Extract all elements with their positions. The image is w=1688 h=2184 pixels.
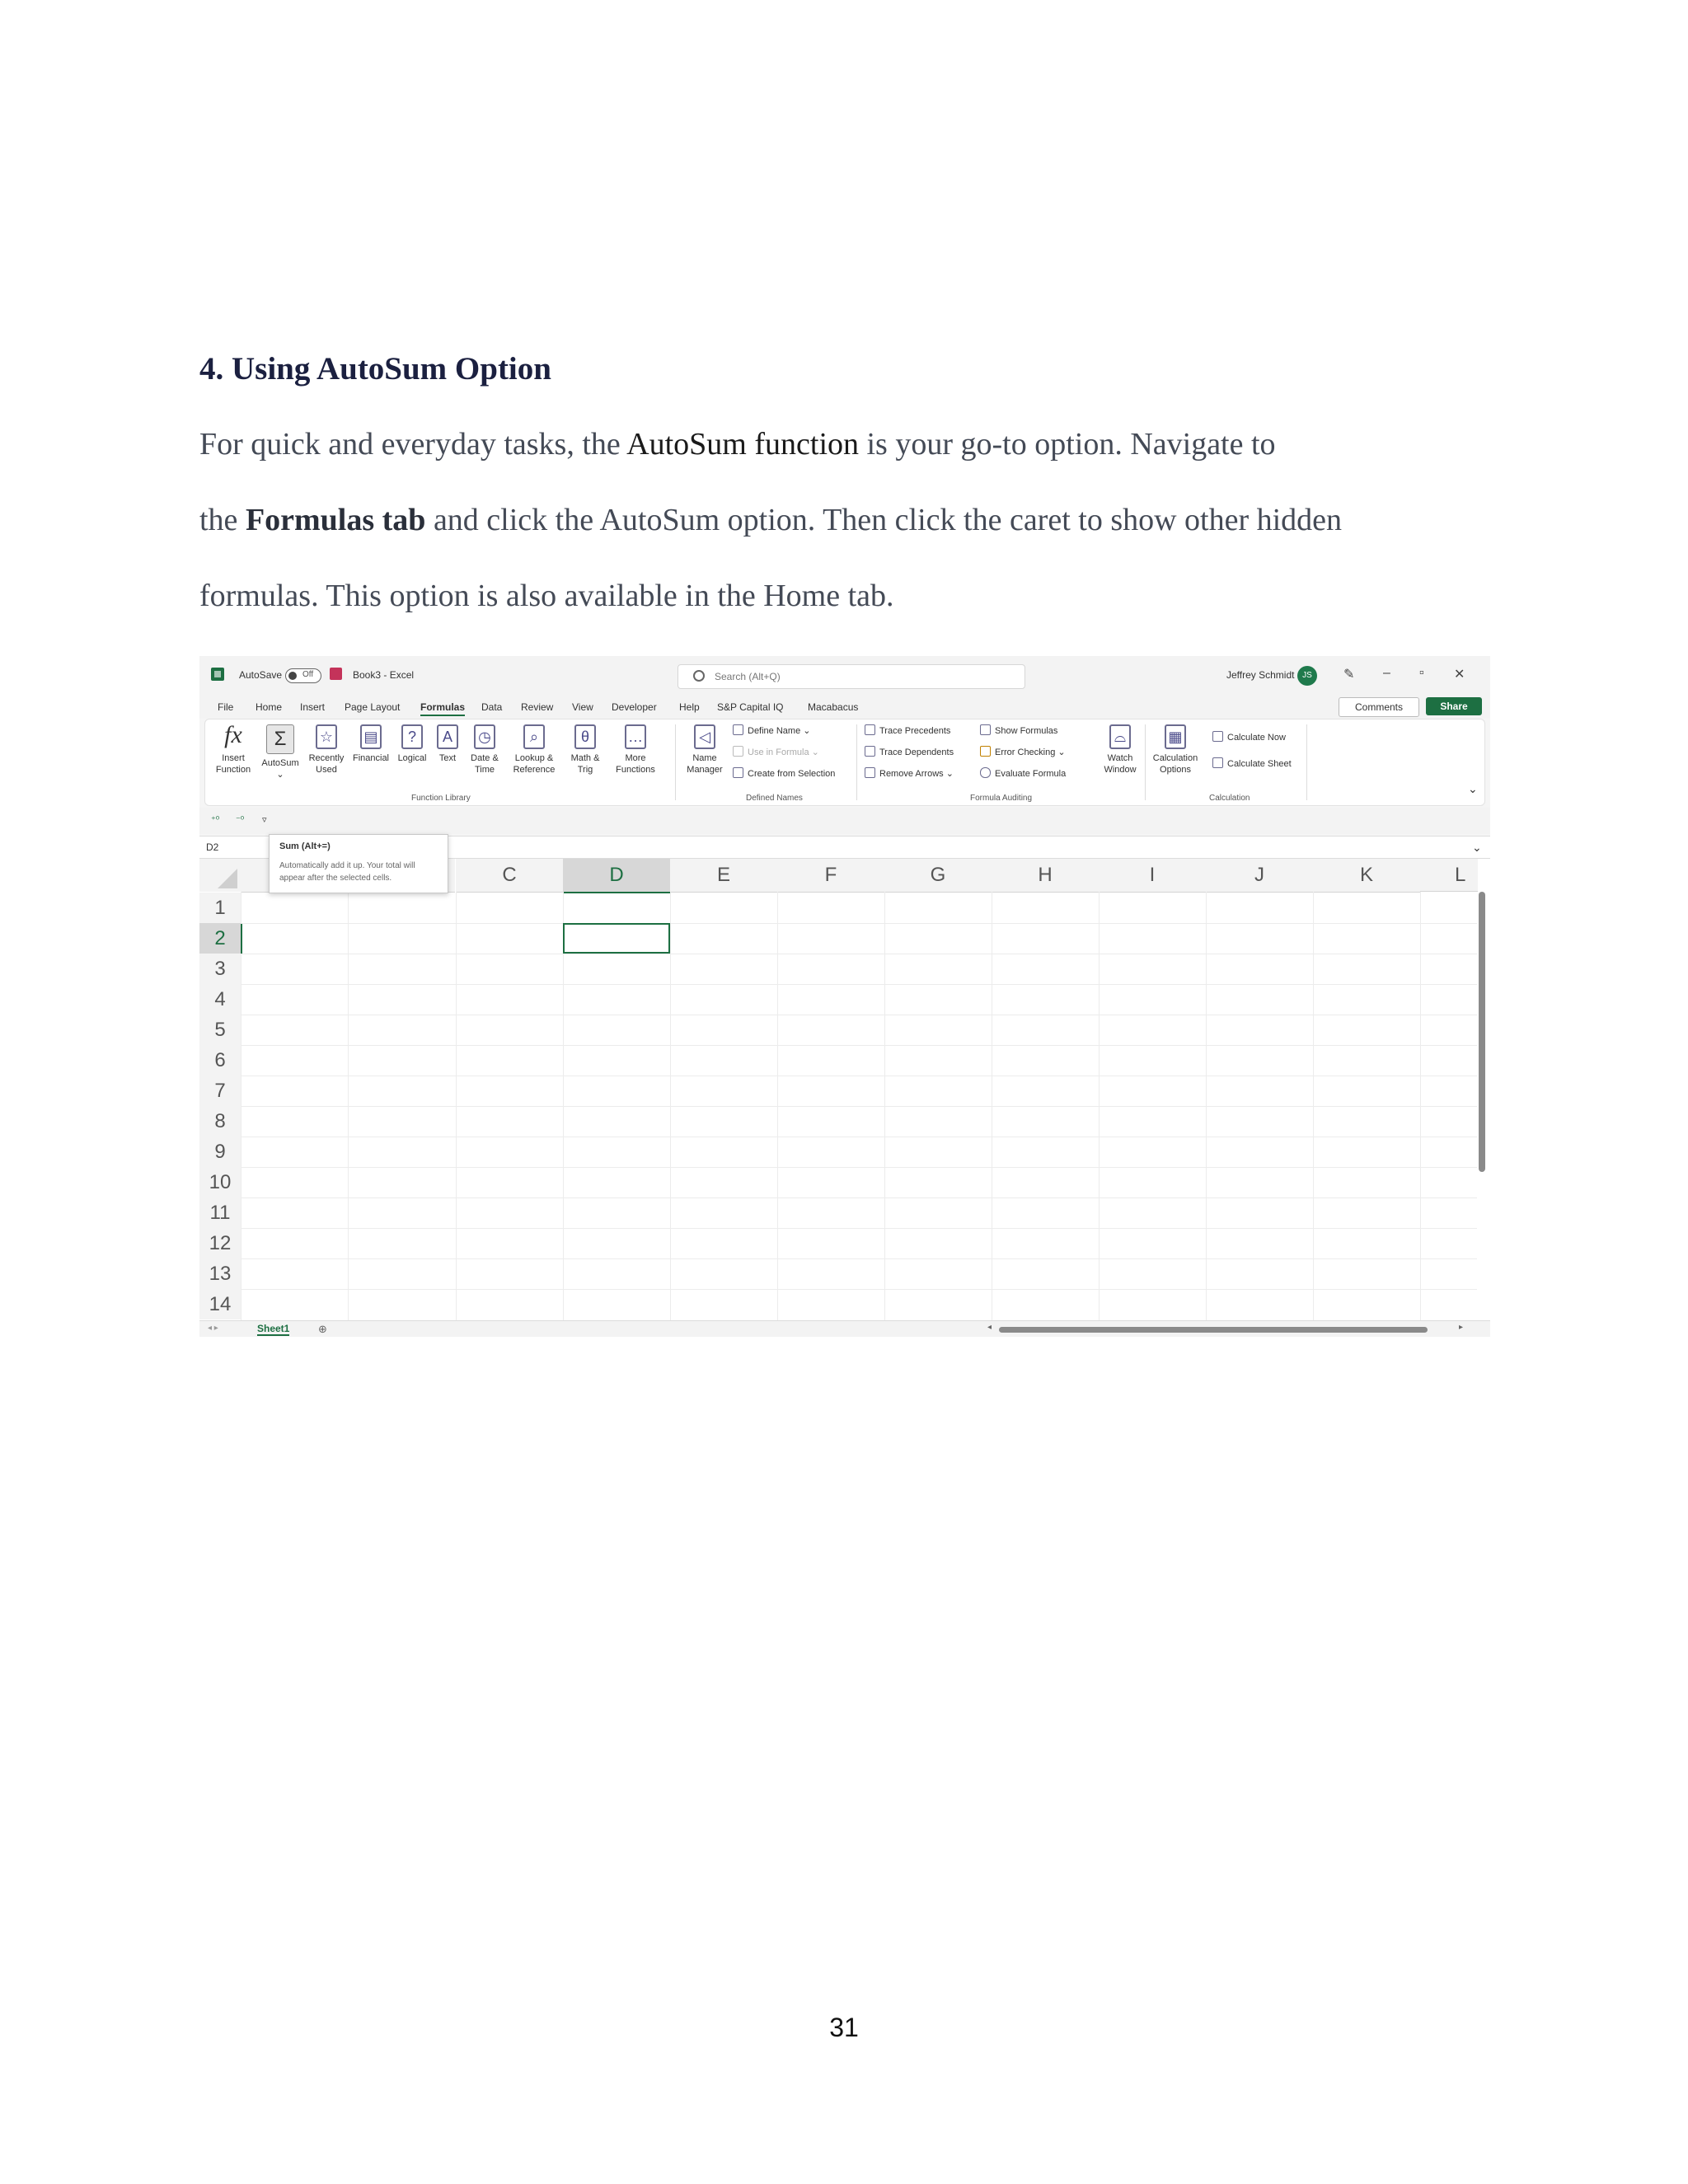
remove-arrows-icon: [865, 767, 875, 778]
search-icon: [693, 670, 705, 682]
avatar[interactable]: JS: [1297, 666, 1317, 686]
calculate-sheet-icon: [1212, 757, 1223, 768]
column-header[interactable]: J: [1206, 859, 1313, 893]
row-header[interactable]: 7: [199, 1076, 241, 1106]
recently-used-button[interactable]: [304, 724, 349, 776]
ribbon-tabs: [199, 694, 1490, 719]
date-time-label-1: Date &: [471, 753, 499, 763]
decrease-decimal-icon[interactable]: ⁻⁰: [236, 815, 245, 825]
financial-button[interactable]: [349, 724, 393, 764]
search-placeholder: Search (Alt+Q): [715, 671, 781, 682]
row-header[interactable]: 1: [199, 893, 241, 923]
math-label-2: Trig: [577, 765, 593, 775]
remove-arrows-button[interactable]: Remove Arrows ⌄: [865, 767, 954, 779]
watch-window-label-1: Watch: [1107, 753, 1133, 763]
autosum-caret-icon[interactable]: ⌄: [276, 770, 284, 780]
sheet-nav-arrows-icon[interactable]: ◂ ▸: [208, 1324, 218, 1333]
gridline: [241, 1228, 1477, 1229]
tab-help[interactable]: Help: [679, 701, 700, 713]
row-header[interactable]: 4: [199, 984, 241, 1015]
define-name-button[interactable]: Define Name ⌄: [733, 724, 810, 736]
insert-function-button[interactable]: [210, 721, 256, 776]
evaluate-formula-button[interactable]: [980, 767, 1066, 779]
tab-insert[interactable]: Insert: [300, 701, 326, 713]
gridline: [241, 1289, 1477, 1290]
search-box[interactable]: [678, 664, 1025, 689]
paragraph-line-2: [199, 504, 1518, 536]
formulas-tab-bold: Formulas tab: [245, 503, 426, 537]
expand-formula-bar-icon[interactable]: ⌄: [1472, 841, 1482, 854]
vertical-scrollbar[interactable]: [1479, 892, 1485, 1172]
tab-data[interactable]: Data: [481, 701, 503, 713]
autosave-toggle[interactable]: [285, 668, 321, 683]
trace-precedents-icon: [865, 724, 875, 735]
more-label-1: More: [625, 753, 646, 763]
text-label: Text: [438, 753, 457, 763]
defined-names-label: Defined Names: [746, 794, 803, 803]
text-button[interactable]: [431, 724, 464, 764]
row-header[interactable]: 11: [199, 1197, 241, 1228]
lookup-label-2: Reference: [513, 765, 556, 775]
lookup-icon: ⌕: [523, 724, 545, 749]
section-heading: 4. Using AutoSum Option: [199, 351, 551, 387]
minimize-icon[interactable]: –: [1383, 666, 1390, 680]
trace-dependents-button[interactable]: [865, 746, 954, 757]
tab-view[interactable]: View: [572, 701, 593, 713]
autosave-state: Off: [302, 670, 314, 679]
horizontal-scrollbar[interactable]: [999, 1327, 1428, 1333]
gridline: [241, 1167, 1477, 1168]
document-title: Book3 - Excel: [353, 669, 415, 681]
warning-icon: [980, 746, 991, 757]
column-header[interactable]: K: [1313, 859, 1420, 893]
recently-used-label-1: Recently: [308, 753, 345, 763]
trace-precedents-label: Trace Precedents: [879, 726, 951, 736]
tab-home[interactable]: Home: [256, 701, 283, 713]
row-header-selected[interactable]: 2: [199, 923, 242, 954]
share-button[interactable]: Share: [1426, 697, 1482, 715]
logical-button[interactable]: [392, 724, 433, 764]
row-header[interactable]: 8: [199, 1106, 241, 1137]
separator: [1306, 724, 1307, 800]
tab-formulas[interactable]: Formulas: [420, 701, 465, 716]
select-all-corner[interactable]: [199, 859, 241, 892]
customize-toolbar-icon[interactable]: ▿: [262, 815, 267, 825]
insert-function-label-1: Insert: [222, 753, 245, 763]
save-icon[interactable]: [330, 668, 342, 680]
tooltip-title: Sum (Alt+=): [279, 841, 331, 851]
use-in-formula-label: Use in Formula: [748, 748, 809, 757]
ribbon-collapse-icon[interactable]: ⌄: [1468, 782, 1478, 795]
autosum-button[interactable]: [258, 724, 302, 780]
close-icon[interactable]: ✕: [1454, 668, 1465, 682]
sheet-tab-sheet1[interactable]: Sheet1: [257, 1323, 290, 1334]
evaluate-formula-label: Evaluate Formula: [995, 769, 1067, 779]
column-header[interactable]: F: [777, 859, 884, 893]
name-box[interactable]: D2: [206, 841, 219, 853]
date-time-button[interactable]: [464, 724, 505, 776]
tab-sp-capital-iq[interactable]: S&P Capital IQ: [717, 701, 784, 713]
tab-developer[interactable]: Developer: [612, 701, 657, 713]
lookup-label-1: Lookup &: [514, 753, 554, 763]
math-label-1: Math &: [570, 753, 600, 763]
ellipsis-icon: …: [625, 724, 646, 749]
financial-icon: ▤: [360, 724, 382, 749]
function-library-label: Function Library: [411, 794, 471, 803]
text-a-icon: A: [437, 724, 458, 749]
autosave-label: AutoSave: [239, 669, 283, 681]
sigma-icon: Σ: [266, 724, 294, 754]
paragraph-line-1: [199, 429, 1518, 460]
title-bar: [199, 656, 1490, 694]
calculate-now-icon: [1212, 731, 1223, 742]
date-time-label-2: Time: [474, 765, 495, 775]
separator: [856, 724, 857, 800]
watch-window-icon: ⌓: [1109, 724, 1131, 749]
calculator-icon: ▦: [1165, 724, 1186, 749]
use-in-formula-icon: [733, 746, 743, 757]
column-header[interactable]: G: [884, 859, 992, 893]
tab-macabacus[interactable]: Macabacus: [808, 701, 859, 713]
trace-dependents-label: Trace Dependents: [879, 748, 954, 757]
calculate-now-button[interactable]: [1212, 731, 1286, 743]
row-header[interactable]: 9: [199, 1137, 241, 1167]
question-icon: ?: [401, 724, 423, 749]
formula-auditing-label: Formula Auditing: [970, 794, 1033, 803]
column-header[interactable]: C: [456, 859, 563, 893]
selected-cell-d2[interactable]: [563, 923, 670, 954]
gridline: [241, 923, 1477, 924]
gridline: [241, 1045, 1477, 1046]
watch-window-label-2: Window: [1104, 765, 1137, 775]
row-header[interactable]: 14: [199, 1289, 241, 1319]
para1-post: is your go-to option. Navigate to: [859, 427, 1276, 462]
star-icon: ☆: [316, 724, 337, 749]
evaluate-formula-icon: [980, 767, 991, 778]
insert-function-label-2: Function: [215, 765, 251, 775]
para2-pre: the: [199, 503, 246, 537]
separator: [675, 724, 676, 800]
row-header[interactable]: 13: [199, 1258, 241, 1289]
column-header[interactable]: H: [992, 859, 1099, 893]
worksheet-grid[interactable]: [199, 859, 1490, 1320]
para2-post: and click the AutoSum option. Then click the caret to show other hidden: [425, 503, 1343, 537]
clock-icon: ◷: [474, 724, 495, 749]
more-functions-button[interactable]: [609, 724, 662, 776]
gridline: [241, 984, 1477, 985]
show-formulas-icon: [980, 724, 991, 735]
watch-window-button[interactable]: [1100, 724, 1140, 776]
calculation-options-button[interactable]: [1146, 724, 1204, 776]
excel-screenshot: [199, 656, 1490, 1337]
calculate-sheet-label: Calculate Sheet: [1227, 759, 1292, 769]
create-from-selection-icon: [733, 767, 743, 778]
restore-icon[interactable]: ▫: [1419, 666, 1424, 680]
tab-page-layout[interactable]: Page Layout: [345, 701, 401, 713]
para1-pre: For quick and everyday tasks, the: [199, 427, 627, 462]
autosum-function-link[interactable]: AutoSum function: [626, 427, 859, 462]
column-header[interactable]: E: [670, 859, 777, 893]
tab-review[interactable]: Review: [521, 701, 554, 713]
trace-dependents-icon: [865, 746, 875, 757]
scroll-right-icon[interactable]: ▸: [1459, 1323, 1464, 1332]
excel-logo-icon: [211, 668, 224, 681]
page-number: 31: [829, 2013, 859, 2042]
quick-access-bar: [199, 808, 1490, 834]
use-in-formula-button[interactable]: Use in Formula ⌄: [733, 746, 819, 757]
calc-options-label-1: Calculation: [1152, 753, 1198, 763]
column-header-selected[interactable]: D: [563, 859, 670, 893]
row-header[interactable]: 10: [199, 1167, 241, 1197]
error-checking-label: Error Checking: [995, 748, 1056, 757]
row-header[interactable]: 3: [199, 954, 241, 984]
increase-decimal-icon[interactable]: ⁺⁰: [211, 815, 220, 825]
autosum-tooltip: [269, 834, 448, 893]
column-header[interactable]: L: [1420, 859, 1478, 892]
paragraph-line-3: formulas. This option is also available in the Home tab.: [199, 579, 894, 613]
add-sheet-icon[interactable]: ⊕: [318, 1323, 327, 1335]
show-formulas-button[interactable]: [980, 724, 1057, 736]
name-manager-button[interactable]: [680, 724, 729, 776]
logical-label: Logical: [397, 753, 427, 763]
create-from-selection-label: Create from Selection: [748, 769, 836, 779]
financial-label: Financial: [352, 753, 390, 763]
show-formulas-label: Show Formulas: [995, 726, 1058, 736]
comments-button[interactable]: Comments: [1339, 697, 1419, 717]
create-from-selection-button[interactable]: [733, 767, 835, 779]
pen-icon[interactable]: ✎: [1343, 668, 1355, 682]
tooltip-body: Automatically add it up. Your total will appear after the selected cells.: [279, 861, 415, 883]
theta-icon: θ: [574, 724, 596, 749]
tab-file[interactable]: File: [218, 701, 234, 713]
row-header[interactable]: 6: [199, 1045, 241, 1076]
fx-icon: fx: [224, 721, 242, 748]
separator: [1145, 724, 1146, 800]
sheet-tab-bar: [199, 1320, 1490, 1337]
autosum-label: AutoSum: [261, 758, 299, 768]
row-header[interactable]: 5: [199, 1015, 241, 1045]
scroll-left-icon[interactable]: ◂: [987, 1323, 992, 1332]
trace-precedents-button[interactable]: [865, 724, 950, 736]
column-header[interactable]: I: [1099, 859, 1206, 893]
gridline: [241, 1106, 1477, 1107]
remove-arrows-label: Remove Arrows: [879, 769, 944, 779]
calc-options-label-2: Options: [1160, 765, 1191, 775]
gridline: [241, 1197, 1477, 1198]
user-name: Jeffrey Schmidt: [1226, 669, 1295, 681]
ribbon-formulas: [204, 719, 1485, 806]
calculate-now-label: Calculate Now: [1227, 733, 1286, 743]
define-name-icon: [733, 724, 743, 735]
error-checking-button[interactable]: Error Checking ⌄: [980, 746, 1066, 757]
name-manager-label-2: Manager: [687, 765, 723, 775]
calculate-sheet-button[interactable]: [1212, 757, 1292, 769]
more-label-2: Functions: [616, 765, 655, 775]
lookup-reference-button[interactable]: [505, 724, 563, 776]
tag-icon: ◁: [694, 724, 715, 749]
gridline: [241, 1258, 1477, 1259]
recently-used-label-2: Used: [316, 765, 337, 775]
define-name-label: Define Name: [748, 726, 801, 736]
math-trig-button[interactable]: [563, 724, 607, 776]
calculation-label: Calculation: [1209, 794, 1250, 803]
name-manager-label-1: Name: [692, 753, 717, 763]
row-header[interactable]: 12: [199, 1228, 241, 1258]
